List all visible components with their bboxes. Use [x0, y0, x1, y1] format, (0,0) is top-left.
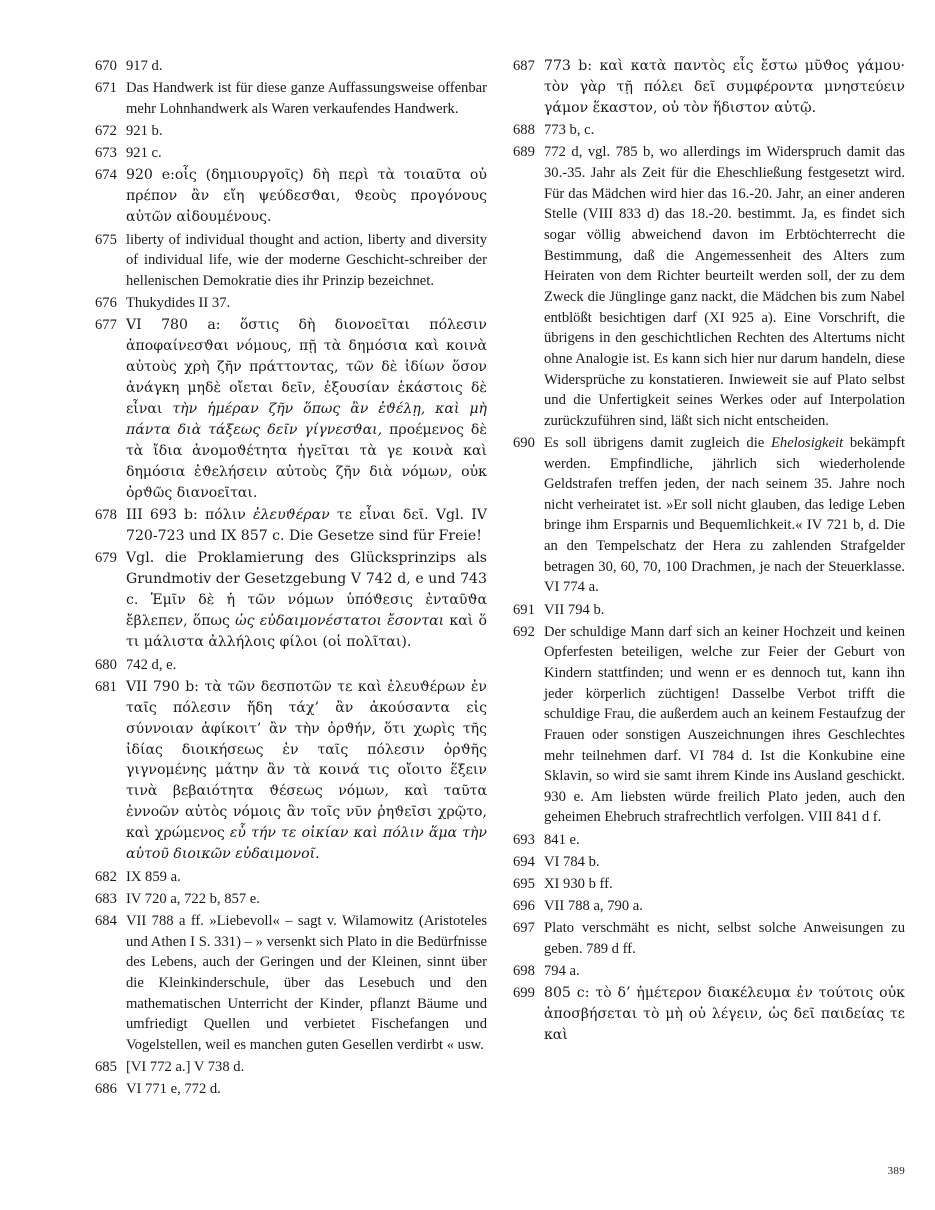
endnote-number: 690 [513, 434, 535, 451]
endnote-entry [513, 433, 905, 598]
endnote-text-head: liberty of individual thought and action, liberty and diversity of individual life, wie der moderne Geschicht-schreiber der hellenischen Demokratie dies ihr Prinzip bezeichnet. [126, 231, 487, 289]
endnote-entry [513, 896, 905, 917]
endnote-text [126, 505, 487, 547]
endnote-text [544, 600, 905, 621]
endnote-text-head: 921 c. [126, 145, 162, 162]
endnote-entry [95, 121, 487, 142]
endnote-text-head: VI 780 a: ὅστις δὴ διονοεῖται πόλεσιν ἀποφαίνεσϑαι νόμους, πῇ τὰ δημόσια καὶ κοινὰ αὐτοὺς χρὴ ζῆν πράττοντας, τῶν δὲ ἰδίων ὅσον ἀνάγκη μηδὲ οἴεται δεῖν, ἐξουσίαν ἑκάστοις δὲ εἶναι [126, 317, 487, 417]
endnote-number: 685 [95, 1058, 117, 1075]
endnote-number: 678 [95, 507, 117, 524]
endnote-number: 687 [513, 58, 535, 74]
endnote-text-head: VII 788 a, 790 a. [544, 898, 643, 915]
endnote-number: 676 [95, 294, 117, 311]
endnote-number: 691 [513, 601, 535, 618]
endnote-entry [95, 143, 487, 164]
endnote-entry [95, 56, 487, 77]
endnote-emphasis: Ehelosigkeit [770, 434, 844, 451]
endnote-text-tail: καὶ ὅ τι μάλιστα ἀλλήλοις φίλοι (οἱ πολῖται). [126, 613, 487, 651]
endnote-text-head: Thukydides II 37. [126, 294, 231, 311]
endnote-text [126, 315, 487, 503]
endnote-number: 686 [95, 1081, 117, 1098]
endnote-text [126, 165, 487, 228]
endnote-text-head: VII 788 a ff. »Liebevoll« – sagt v. Wilamowitz (Aristoteles und Athen I S. 331) – » versenkt sich Plato in die Bedürfnisse des Lebens, auch der Geringen und der Kleinen, sinnt über die Kleinkinderschule, über das Lesebuch und den mathematischen Unterricht der Kinder, pflanzt Bäume und umfriedigt Quellen und verbietet Fischefangen und Vogelstellen, weil es manchen guten Gesellen verdirbt « usw. [126, 912, 487, 1053]
endnote-text-head: 773 b, c. [544, 122, 595, 139]
endnote-number: 681 [95, 678, 117, 695]
endnote-text [126, 78, 487, 119]
endnote-entry [513, 600, 905, 621]
endnote-text-head: 841 e. [544, 831, 580, 848]
endnote-entry [95, 1057, 487, 1078]
endnote-entry [95, 230, 487, 292]
endnote-text-head: 917 d. [126, 58, 163, 74]
endnote-text-head: 794 a. [544, 962, 580, 979]
endnote-text [126, 56, 487, 77]
endnote-text-head: 773 b: καὶ κατὰ παντὸς εἷς ἔστω μῦϑος γάμου· τὸν γὰρ τῇ πόλει δεῖ συμφέροντα μνηστεύειν γάμον ἕκαστον, οὐ τὸν ἥδιστον αὑτῷ. [544, 58, 905, 116]
endnote-text-head: Plato verschmäht es nicht, selbst solche Anweisungen zu geben. 789 d ff. [544, 920, 905, 957]
endnote-text [544, 622, 905, 828]
endnote-text [126, 121, 487, 142]
endnote-text-head: IV 720 a, 722 b, 857 e. [126, 890, 260, 907]
endnote-text [544, 433, 905, 598]
endnote-number: 699 [513, 985, 535, 1002]
endnote-number: 672 [95, 122, 117, 139]
endnote-entry [95, 867, 487, 888]
endnote-number: 692 [513, 623, 535, 640]
endnote-entry [513, 852, 905, 873]
endnote-text [126, 911, 487, 1055]
endnote-number: 673 [95, 145, 117, 162]
endnote-entry [513, 874, 905, 895]
endnote-number: 684 [95, 912, 117, 929]
endnote-entry [95, 505, 487, 547]
endnote-text-tail: bekämpft werden. Empfindliche, jährlich sich wiederholende Geldstrafen treffen jeden, der nach seinem 35. Jahre noch nicht verheiratet ist. »Er soll nicht glauben, das ledige Leben bringe ihm Ersparnis und Bequemlichkeit.« IV 721 b, d. Die an den Tempelschatz der Hera zu zahlenden Strafgelder betragen 30, 60, 70, 100 Drachmen, je nach der Steuerklasse. VI 774 a. [544, 434, 905, 596]
endnote-text [544, 56, 905, 119]
endnote-number: 680 [95, 656, 117, 673]
endnote-text [126, 1057, 487, 1078]
endnote-text-head: IX 859 a. [126, 868, 181, 885]
endnote-emphasis: ἐλευϑέραν [253, 507, 330, 524]
endnote-entry [513, 830, 905, 851]
endnote-text [544, 830, 905, 851]
endnote-text-head: 920 e:oἷς (δημιουργοῖς) δὴ περὶ τὰ τοιαῦτα οὐ πρέπον ἂν εἴη ψεύδεσϑαι, ϑεοὺς προγόνους αὐτῶν αἰδουμένους. [126, 167, 487, 226]
endnote-text-tail: προέμενος δὲ τὰ ἴδια ἀνομοϑέτητα ἡγεῖται τὰ γε κοινὰ καὶ δημόσια ἐϑελήσειν αὐτοὺς ζῆν διὰ νόμων, οὐκ ὀρϑῶς διανοεῖται. [126, 421, 487, 501]
endnote-number: 675 [95, 231, 117, 248]
endnote-text-head: 742 d, e. [126, 656, 177, 673]
endnote-number: 696 [513, 898, 535, 915]
endnote-number: 677 [95, 317, 117, 334]
endnote-text-head: VI 784 b. [544, 853, 600, 870]
endnote-text-head: 921 b. [126, 122, 163, 139]
endnote-number: 683 [95, 890, 117, 907]
endnote-entry [95, 78, 487, 119]
endnote-entry [95, 889, 487, 910]
endnote-text-head: III 693 b: πόλιν [126, 507, 254, 524]
endnote-text [126, 230, 487, 292]
endnote-number: 670 [95, 58, 117, 74]
endnote-text-head: XI 930 b ff. [544, 875, 613, 892]
endnote-text [544, 874, 905, 895]
endnote-text-head: 772 d, vgl. 785 b, wo allerdings im Widerspruch damit das 30.-35. Jahr als Zeit für die Eheschließung festgesetzt wird. Für das Mädchen wird hier das 16.-20. Jahr, an einer anderen Stelle (VIII 833 d) das 18.-20. bestimmt. Ja, es findet sich sogar völlig abweichend davon im Erbtöchterrecht die Bestimmung, daß die Angemessenheit des Alters zum Heiraten von dem Richter beurteilt werden soll, der zu dem Zweck die Jünglinge ganz nackt, die Mädchen bis zum Nabel entblößt besichtigen darf (XI 925 a). Eine Vorschrift, die übrigens in den geschichtlichen Rechten des Altertums nicht ohne Analogie ist. Es kann sich hier nur darum handeln, diese Widersprüche zu konstatieren. Inwieweit sie auf Plato selbst und die Unfertigkeit seines Werkes oder auf Interpolation zurückzuführen sind, läßt sich nicht entscheiden. [544, 144, 905, 429]
endnote-entry [95, 548, 487, 653]
endnote-entry [513, 622, 905, 828]
endnote-number: 671 [95, 80, 117, 97]
two-column-text-body [95, 56, 905, 1126]
endnote-entry [95, 293, 487, 314]
endnote-number: 695 [513, 875, 535, 892]
left-column [95, 56, 487, 1126]
endnote-text [544, 961, 905, 982]
endnote-number: 674 [95, 167, 117, 184]
endnote-entry [95, 315, 487, 503]
endnote-number: 693 [513, 831, 535, 848]
endnote-text [544, 120, 905, 141]
endnote-number: 698 [513, 962, 535, 979]
endnote-text-head: [VI 772 a.] V 738 d. [126, 1058, 245, 1075]
endnote-text [126, 143, 487, 164]
endnote-text [544, 896, 905, 917]
endnote-entry [513, 120, 905, 141]
endnote-text [126, 655, 487, 676]
page-number: 389 [887, 1165, 905, 1177]
endnote-number: 679 [95, 550, 117, 567]
endnote-text-head: Vgl. die Proklamierung des Glücksprinzips als Grundmotiv der Gesetzgebung V 742 d, e und 743 c. Ἑμῖν δὲ ἡ τῶν νόμων ὑπόϑεσις ἐνταῦϑα ἔβλεπεν, ὅπως [126, 550, 487, 630]
endnote-text-head: VI 771 e, 772 d. [126, 1081, 221, 1098]
endnote-entry [513, 918, 905, 959]
endnote-text-head: 805 c: τὸ δ’ ἡμέτερον διακέλευμα ἐν τούτοις οὐκ ἀποσβήσεται τὸ μὴ οὐ λέγειν, ὡς δεῖ παιδείας τε καὶ [544, 985, 905, 1043]
endnote-number: 688 [513, 122, 535, 139]
endnote-text [544, 142, 905, 431]
right-column [513, 56, 905, 1126]
endnote-text-head: Der schuldige Mann darf sich an keiner Hochzeit und keinen Opferfesten beteiligen, welche zur Feier der Geburt von Kindern stattfinden; und wenn er es dennoch tut, kann ihn jeder körperlich züchtigen! Dasselbe Verbot trifft die schuldige Frau, die außerdem auch an keinem Festaufzug der Frauen oder sonstigen Auszeichnungen ihres Geschlechtes mehr teilnehmen darf. VI 784 d. Ist die Konkubine eine Sklavin, so wird sie samt ihrem Kinde ins Ausland geschickt. 930 e. Am liebsten würde freilich Plato jeden, auch den geheimen Ehebruch strafrechtlich verfolgen. VIII 841 d f. [544, 623, 905, 826]
endnote-text [544, 918, 905, 959]
endnote-text [544, 852, 905, 873]
endnote-emphasis: εὖ τήν τε οἰκίαν καὶ πόλιν ἅμα τὴν αὑτοῦ διοικῶν εὐδαιμονοῖ. [126, 825, 487, 863]
endnote-text-head: Es soll übrigens damit zugleich die [544, 434, 771, 451]
endnote-entry [513, 56, 905, 119]
endnote-number: 689 [513, 144, 535, 161]
endnote-number: 682 [95, 868, 117, 885]
endnote-entry [95, 677, 487, 865]
endnote-text [126, 293, 487, 314]
endnote-entry [95, 911, 487, 1055]
endnote-entry [95, 655, 487, 676]
endnote-entry [95, 165, 487, 228]
endnote-entry [513, 983, 905, 1046]
endnote-text-tail: τε εἶναι δεῖ. Vgl. IV 720-723 und IX 857 c. Die Gesetze sind für Freie! [126, 507, 487, 544]
endnote-text [126, 867, 487, 888]
endnote-text-head: VII 794 b. [544, 601, 605, 618]
endnote-number: 694 [513, 853, 535, 870]
endnote-text [126, 548, 487, 653]
endnote-emphasis: τὴν ἡμέραν ζῆν ὅπως ἂν ἐϑέλῃ, καὶ μὴ πάντα διὰ τάξεως δεῖν γίγνεσϑαι, [126, 400, 487, 438]
endnote-text [126, 889, 487, 910]
endnote-emphasis: ὡς εὐδαιμονέστατοι ἔσονται [235, 613, 445, 630]
endnote-number: 697 [513, 920, 535, 937]
endnote-entry [513, 142, 905, 431]
endnote-text-head: VII 790 b: τὰ τῶν δεσποτῶν τε καὶ ἐλευϑέρων ἐν ταῖς πόλεσιν ἤδη τάχ’ ἂν ἀκούσαντα εἰς σύννοιαν ἀφίκοιτ’ ἂν τὴν ὀρϑήν, ὅτι χωρὶς τῆς ἰδίας διοικήσεως ἐν ταῖς πόλεσιν ὀρϑῆς γιγνομένης μάτην ἂν τὰ κοινά τις οἴοιτο ἕξειν τινὰ βεβαιότητα ϑέσεως νόμων, καὶ ταῦτα ἐννοῶν αὐτὸς νόμοις ἂν τοῖς νῦν ῥηϑεῖσι χρῷτο, καὶ χρώμενος [126, 678, 487, 842]
endnote-text-head: Das Handwerk ist für diese ganze Auffassungsweise offenbar mehr Lohnhandwerk als Waren verkaufendes Handwerk. [126, 80, 487, 117]
endnote-text [544, 983, 905, 1046]
endnote-entry [513, 961, 905, 982]
endnote-text [126, 1079, 487, 1100]
endnote-entry [95, 1079, 487, 1100]
endnote-text [126, 677, 487, 865]
